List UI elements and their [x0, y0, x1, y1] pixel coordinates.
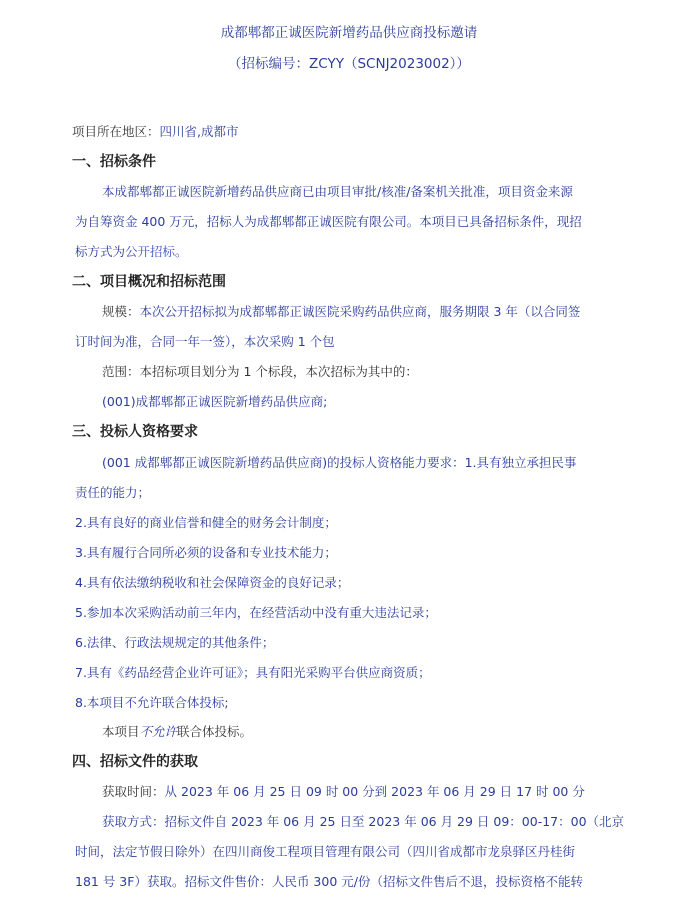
obtain-method-line-1: 获取方式：招标文件自 2023 年 06 月 25 日至 2023 年 06 月 29 日 09：00-17：00（北京 [102, 814, 625, 829]
section-4-heading: 四、招标文件的获取 [72, 754, 198, 770]
consortium-note [102, 724, 252, 740]
qualification-item: 3.具有履行合同所必须的设备和专业技术能力； [75, 545, 337, 560]
qualification-item: 6.法律、行政法规规定的其他条件； [75, 635, 275, 650]
section-3-heading: 三、投标人资格要求 [72, 424, 198, 440]
region-label: 项目所在地区： [72, 124, 160, 139]
s1-para-line-1: 本成都郫都正诚医院新增药品供应商已由项目审批/核准/备案机关批准，项目资金来源 [102, 184, 573, 199]
s1-para-line-3 [75, 244, 188, 260]
consortium-emphasis: 不允许 [139, 724, 178, 739]
consortium-post: 联合体投标。 [177, 724, 253, 739]
s1-method-link: 公开招标 [125, 244, 176, 259]
project-region [72, 124, 239, 140]
s2-lot: (001)成都郫都正诚医院新增药品供应商; [102, 394, 328, 409]
consortium-pre: 本项目 [102, 724, 140, 739]
qualification-item: 4.具有依法缴纳税收和社会保障资金的良好记录； [75, 575, 350, 590]
scale-text: 本次公开招标拟为成都郫都正诚医院采购药品供应商，服务期限 3 年（以合同签 [139, 304, 581, 319]
s1-para-line-2: 为自筹资金 400 万元，招标人为成都郫都正诚医院有限公司。本项目已具备招标条件，现招 [75, 214, 582, 229]
region-value: 四川省,成都市 [159, 124, 239, 139]
obtain-method-line-2: 时间，法定节假日除外）在四川商俊工程项目管理有限公司（四川省成都市龙泉驿区丹桂街 [75, 844, 576, 859]
obtain-time-value: 从 2023 年 06 月 25 日 09 时 00 分到 2023 年 06 月 29 日 17 时 00 分 [164, 784, 585, 799]
obtain-time-label: 获取时间： [102, 784, 165, 799]
s2-scale-line-1 [102, 304, 580, 320]
section-2-heading: 二、项目概况和招标范围 [72, 274, 226, 290]
tender-code: （招标编号：ZCYY（SCNJ2023002）） [228, 56, 470, 72]
section-1-heading: 一、招标条件 [72, 154, 156, 170]
qualification-item: 7.具有《药品经营企业许可证》；具有阳光采购平台供应商资质； [75, 665, 431, 680]
s2-range: 范围：本招标项目划分为 1 个标段，本次招标为其中的： [102, 364, 418, 379]
s2-scale-line-2: 订时间为准，合同一年一签），本次采购 1 个包 [75, 334, 335, 349]
qualification-item: 2.具有良好的商业信誉和健全的财务会计制度； [75, 515, 337, 530]
s3-intro-line-1: (001 成都郫都正诚医院新增药品供应商)的投标人资格能力要求：1.具有独立承担民事 [102, 455, 577, 470]
doc-title: 成都郫都正诚医院新增药品供应商投标邀请 [220, 25, 478, 41]
qualification-item: 5.参加本次采购活动前三年内，在经营活动中没有重大违法记录； [75, 605, 437, 620]
s1-method-end: 。 [175, 244, 188, 259]
s3-intro-line-2: 责任的能力； [75, 485, 151, 500]
s1-method-label: 标方式为 [75, 244, 126, 259]
obtain-method-line-3: 181 号 3F）获取。招标文件售价：人民币 300 元/份（招标文件售后不退，投标资格不能转 [75, 874, 583, 889]
qualification-item: 8.本项目不允许联合体投标; [75, 695, 229, 710]
obtain-time [102, 784, 585, 800]
scale-label: 规模： [102, 304, 140, 319]
